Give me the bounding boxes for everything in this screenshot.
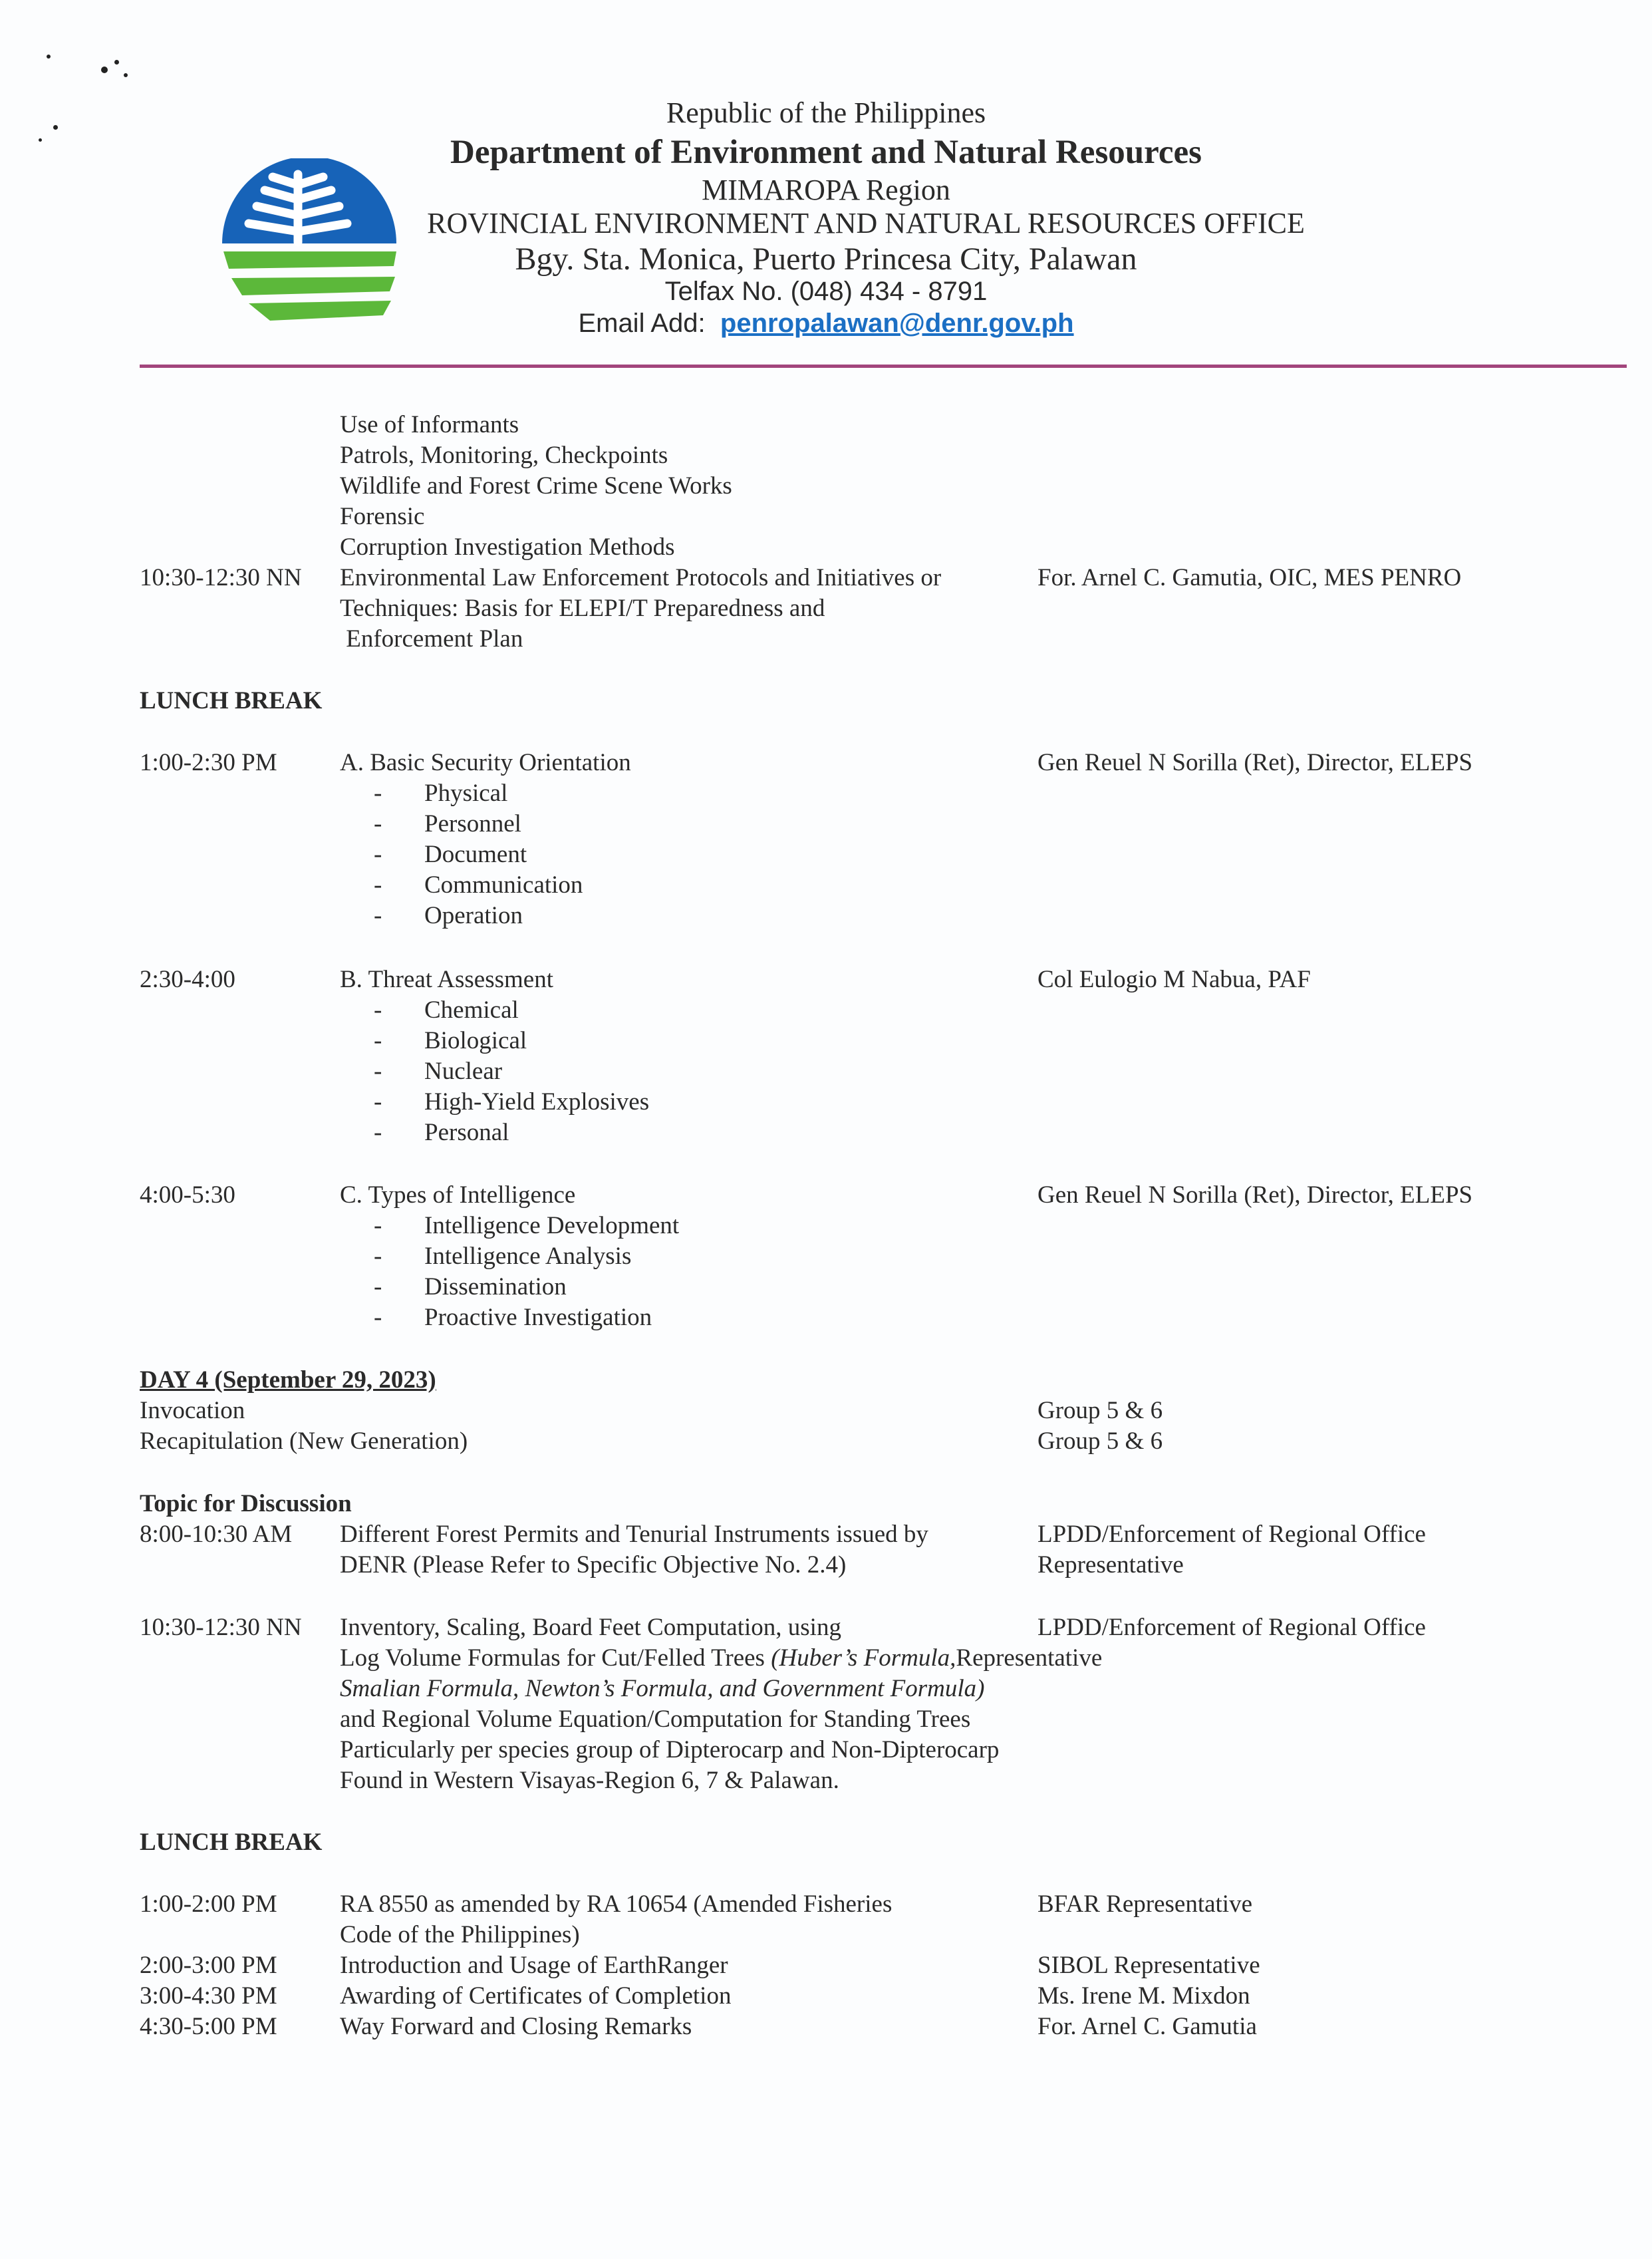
session-speaker: BFAR Representative xyxy=(1037,1890,1253,1918)
session-item: Nuclear xyxy=(424,1058,503,1085)
session-title: B. Threat Assessment xyxy=(340,966,553,993)
lunch-break-heading: LUNCH BREAK xyxy=(140,687,323,714)
session-topic: Smalian Formula, Newton’s Formula, and Government Formula) xyxy=(340,1675,985,1702)
scan-speck xyxy=(124,73,128,77)
session-speaker: For. Arnel C. Gamutia xyxy=(1037,2013,1257,2040)
session-item: Personal xyxy=(424,1119,509,1146)
session-title: C. Types of Intelligence xyxy=(340,1181,576,1209)
session-topic: Code of the Philippines) xyxy=(340,1921,580,1948)
session-topic: Environmental Law Enforcement Protocols and Initiatives or xyxy=(340,564,942,591)
scan-speck xyxy=(114,60,119,65)
session-item: Intelligence Analysis xyxy=(424,1243,632,1270)
scan-speck xyxy=(101,67,108,73)
session-item: High-Yield Explosives xyxy=(424,1088,650,1116)
session-topic: Inventory, Scaling, Board Feet Computation, using xyxy=(340,1614,841,1641)
recap-label: Recapitulation (New Generation) xyxy=(140,1428,468,1455)
block1-line: Patrols, Monitoring, Checkpoints xyxy=(340,442,668,469)
recap-by: Group 5 & 6 xyxy=(1037,1428,1163,1455)
session-time: 4:30-5:00 PM xyxy=(140,2013,277,2040)
session-time: 10:30-12:30 NN xyxy=(140,1614,302,1641)
header-divider xyxy=(140,365,1627,368)
bullet-dash: - xyxy=(374,810,382,837)
session-item: Biological xyxy=(424,1027,527,1054)
session-item: Physical xyxy=(424,780,508,807)
session-topic: Enforcement Plan xyxy=(340,625,523,653)
bullet-dash: - xyxy=(374,1304,382,1331)
topic-text: Log Volume Formulas for Cut/Felled Trees xyxy=(340,1644,771,1672)
session-topic: Introduction and Usage of EarthRanger xyxy=(340,1952,728,1979)
session-time: 2:30-4:00 xyxy=(140,966,235,993)
session-speaker: LPDD/Enforcement of Regional Office xyxy=(1037,1521,1426,1548)
session-item: Operation xyxy=(424,902,523,929)
session-time: 1:00-2:00 PM xyxy=(140,1890,277,1918)
session-item: Proactive Investigation xyxy=(424,1304,652,1331)
session-speaker: Ms. Irene M. Mixdon xyxy=(1037,1982,1250,2010)
email-link[interactable]: penropalawan@denr.gov.ph xyxy=(720,309,1074,338)
block1-line: Use of Informants xyxy=(340,411,519,438)
session-item: Personnel xyxy=(424,810,521,837)
session-time: 2:00-3:00 PM xyxy=(140,1952,277,1979)
session-item: Intelligence Development xyxy=(424,1212,680,1239)
bullet-dash: - xyxy=(374,1088,382,1116)
bullet-dash: - xyxy=(374,1243,382,1270)
header-region: MIMAROPA Region xyxy=(702,174,950,206)
header-department: Department of Environment and Natural Resources xyxy=(450,134,1202,171)
bullet-dash: - xyxy=(374,1058,382,1085)
block1-line: Forensic xyxy=(340,503,425,530)
topic-formula: (Huber’s Formula, xyxy=(771,1644,956,1672)
bullet-dash: - xyxy=(374,902,382,929)
session-topic: Different Forest Permits and Tenurial Instruments issued by xyxy=(340,1521,928,1548)
session-topic: RA 8550 as amended by RA 10654 (Amended Fisheries xyxy=(340,1890,893,1918)
session-topic: Way Forward and Closing Remarks xyxy=(340,2013,692,2040)
session-item: Dissemination xyxy=(424,1273,567,1300)
session-topic: Particularly per species group of Dipterocarp and Non-Dipterocarp xyxy=(340,1736,1000,1763)
session-speaker: Col Eulogio M Nabua, PAF xyxy=(1037,966,1311,993)
session-topic: DENR (Please Refer to Specific Objective No. 2.4) xyxy=(340,1551,847,1579)
bullet-dash: - xyxy=(374,780,382,807)
session-speaker: Gen Reuel N Sorilla (Ret), Director, ELEPS xyxy=(1037,749,1473,776)
session-time: 8:00-10:30 AM xyxy=(140,1521,293,1548)
invocation-label: Invocation xyxy=(140,1397,245,1424)
header-office: ROVINCIAL ENVIRONMENT AND NATURAL RESOURCES OFFICE xyxy=(427,207,1305,239)
bullet-dash: - xyxy=(374,1212,382,1239)
bullet-dash: - xyxy=(374,1119,382,1146)
session-speaker: Representative xyxy=(1037,1551,1184,1579)
bullet-dash: - xyxy=(374,1027,382,1054)
session-speaker: Gen Reuel N Sorilla (Ret), Director, ELEPS xyxy=(1037,1181,1473,1209)
session-item: Document xyxy=(424,841,527,868)
bullet-dash: - xyxy=(374,996,382,1024)
header-telfax: Telfax No. (048) 434 - 8791 xyxy=(664,277,988,306)
session-time: 4:00-5:30 xyxy=(140,1181,235,1209)
block1-line: Corruption Investigation Methods xyxy=(340,533,675,561)
session-speaker: For. Arnel C. Gamutia, OIC, MES PENRO xyxy=(1037,564,1462,591)
header-address: Bgy. Sta. Monica, Puerto Princesa City, Palawan xyxy=(515,241,1137,277)
scan-speck xyxy=(47,55,51,59)
session-topic: Awarding of Certificates of Completion xyxy=(340,1982,732,2010)
session-time: 1:00-2:30 PM xyxy=(140,749,277,776)
session-item: Chemical xyxy=(424,996,519,1024)
session-topic xyxy=(340,1643,1102,1674)
session-time: 10:30-12:30 NN xyxy=(140,564,302,591)
session-time: 3:00-4:30 PM xyxy=(140,1982,277,2010)
invocation-by: Group 5 & 6 xyxy=(1037,1397,1163,1424)
bullet-dash: - xyxy=(374,841,382,868)
session-item: Communication xyxy=(424,871,583,899)
session-title: A. Basic Security Orientation xyxy=(340,749,631,776)
session-topic: and Regional Volume Equation/Computation for Standing Trees xyxy=(340,1706,971,1733)
email-label: Email Add: xyxy=(578,309,706,338)
session-topic: Found in Western Visayas-Region 6, 7 & Palawan. xyxy=(340,1767,839,1794)
bullet-dash: - xyxy=(374,871,382,899)
topic-heading: Topic for Discussion xyxy=(140,1490,352,1517)
bullet-dash: - xyxy=(374,1273,382,1300)
session-speaker: Representative xyxy=(956,1644,1103,1672)
day4-heading: DAY 4 (September 29, 2023) xyxy=(140,1366,436,1394)
header-email-row xyxy=(0,309,1652,339)
lunch-break-heading: LUNCH BREAK xyxy=(140,1829,323,1856)
session-speaker: LPDD/Enforcement of Regional Office xyxy=(1037,1614,1426,1641)
session-speaker: SIBOL Representative xyxy=(1037,1952,1260,1979)
session-topic: Techniques: Basis for ELEPI/T Preparedness and xyxy=(340,595,825,622)
header-republic: Republic of the Philippines xyxy=(666,96,986,129)
block1-line: Wildlife and Forest Crime Scene Works xyxy=(340,472,732,500)
